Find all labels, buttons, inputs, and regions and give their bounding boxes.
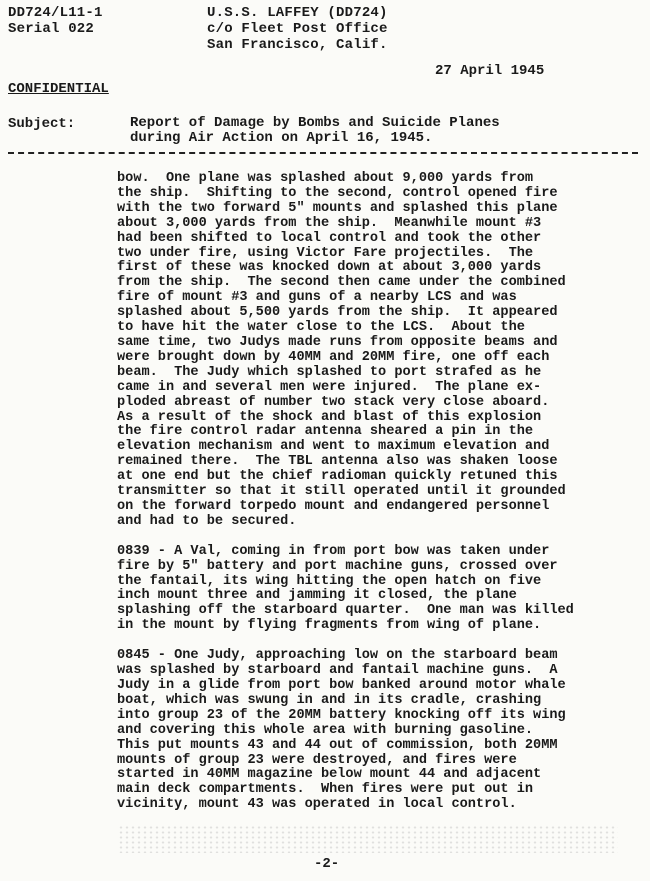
text-line: 0845 - One Judy, approaching low on the starboard beam: [117, 648, 558, 664]
text-line: the ship. Shifting to the second, control opened fire: [117, 185, 558, 201]
text-line: boat, which was swung in and in its cradle, crashing: [117, 692, 542, 708]
bleed-through-noise: [118, 825, 618, 853]
text-line: vicinity, mount 43 was operated in local control.: [117, 797, 517, 813]
file-number: DD724/L11-1: [8, 5, 103, 21]
text-line: Judy in a glide from port bow banked around motor whale: [117, 678, 566, 693]
text-line: the fantail, its wing hitting the open hatch on five: [117, 573, 542, 589]
page-number: -2-: [314, 856, 340, 872]
text-line: came in and several men were injured. The plane ex-: [117, 379, 542, 395]
paragraph-0845: [117, 649, 632, 813]
text-line: inch mount three and jamming it closed, the plane: [117, 588, 517, 604]
text-line: same time, two Judys made runs from opposite beams and: [117, 334, 558, 350]
text-line: remained there. The TBL antenna also was shaken loose: [117, 454, 558, 470]
classification-marking: CONFIDENTIAL: [8, 81, 109, 97]
text-line: on the forward torpedo mount and endangered personnel: [117, 498, 550, 514]
text-line: was splashed by starboard and fantail machine guns. A: [117, 663, 558, 679]
text-line: into group 23 of the 20MM battery knocking off its wing: [117, 707, 566, 723]
subject-line: during Air Action on April 16, 1945.: [130, 130, 433, 146]
text-line: and covering this whole area with burning gasoline.: [117, 722, 534, 738]
text-line: first of these was knocked down at about 3,000 yards: [117, 260, 542, 276]
text-line: transmitter so that it still operated until it grounded: [117, 484, 566, 500]
text-line: 0839 - A Val, coming in from port bow was taken under: [117, 543, 550, 559]
text-line: and had to be secured.: [117, 513, 297, 529]
serial-number: Serial 022: [8, 21, 95, 37]
text-line: ploded abreast of number two stack very close aboard.: [117, 394, 550, 410]
text-line: were brought down by 40MM and 20MM fire, one off each: [117, 349, 550, 365]
ship-address-block: [207, 5, 388, 53]
dashed-separator: [8, 152, 638, 154]
paragraph-continuation: [117, 172, 632, 530]
text-line: at one end but the chief radioman quickly retuned this: [117, 469, 558, 485]
subject-text: [130, 116, 500, 146]
text-line: bow. One plane was splashed about 9,000 yards from: [117, 171, 534, 186]
text-line: beam. The Judy which splashed to port strafed as he: [117, 364, 542, 380]
post-office-line: c/o Fleet Post Office: [207, 21, 388, 37]
file-reference-block: [8, 5, 103, 37]
text-line: about 3,000 yards from the ship. Meanwhile mount #3: [117, 215, 542, 231]
text-line: the fire control radar antenna sheared a pin in the: [117, 424, 534, 440]
subject-line: Report of Damage by Bombs and Suicide Planes: [130, 115, 500, 131]
document-date: 27 April 1945: [435, 63, 545, 79]
text-line: to have hit the water close to the LCS. About the: [117, 320, 525, 336]
report-body: [117, 172, 632, 828]
text-line: splashing off the starboard quarter. One man was killed: [117, 603, 574, 619]
text-line: This put mounts 43 and 44 out of commission, both 20MM: [117, 737, 558, 753]
text-line: As a result of the shock and blast of this explosion: [117, 409, 542, 425]
text-line: fire by 5" battery and port machine guns, crossed over: [117, 558, 558, 574]
text-line: had been shifted to local control and took the other: [117, 230, 542, 246]
text-line: from the ship. The second then came under the combined: [117, 275, 566, 291]
text-line: started in 40MM magazine below mount 44 and adjacent: [117, 767, 542, 783]
ship-name: U.S.S. LAFFEY (DD724): [207, 5, 388, 21]
text-line: splashed about 5,500 yards from the ship. It appeared: [117, 305, 558, 321]
text-line: mounts of group 23 were destroyed, and fires were: [117, 752, 517, 768]
text-line: in the mount by flying fragments from wing of plane.: [117, 618, 542, 634]
paragraph-0839: [117, 545, 632, 634]
subject-label: Subject:: [8, 116, 76, 132]
text-line: fire of mount #3 and guns of a nearby LCS and was: [117, 290, 517, 306]
text-line: elevation mechanism and went to maximum elevation and: [117, 439, 550, 455]
text-line: two under fire, using Victor Fare projectiles. The: [117, 245, 534, 261]
text-line: main deck compartments. When fires were put out in: [117, 782, 534, 798]
city-line: San Francisco, Calif.: [207, 37, 388, 53]
text-line: with the two forward 5" mounts and splashed this plane: [117, 200, 558, 216]
